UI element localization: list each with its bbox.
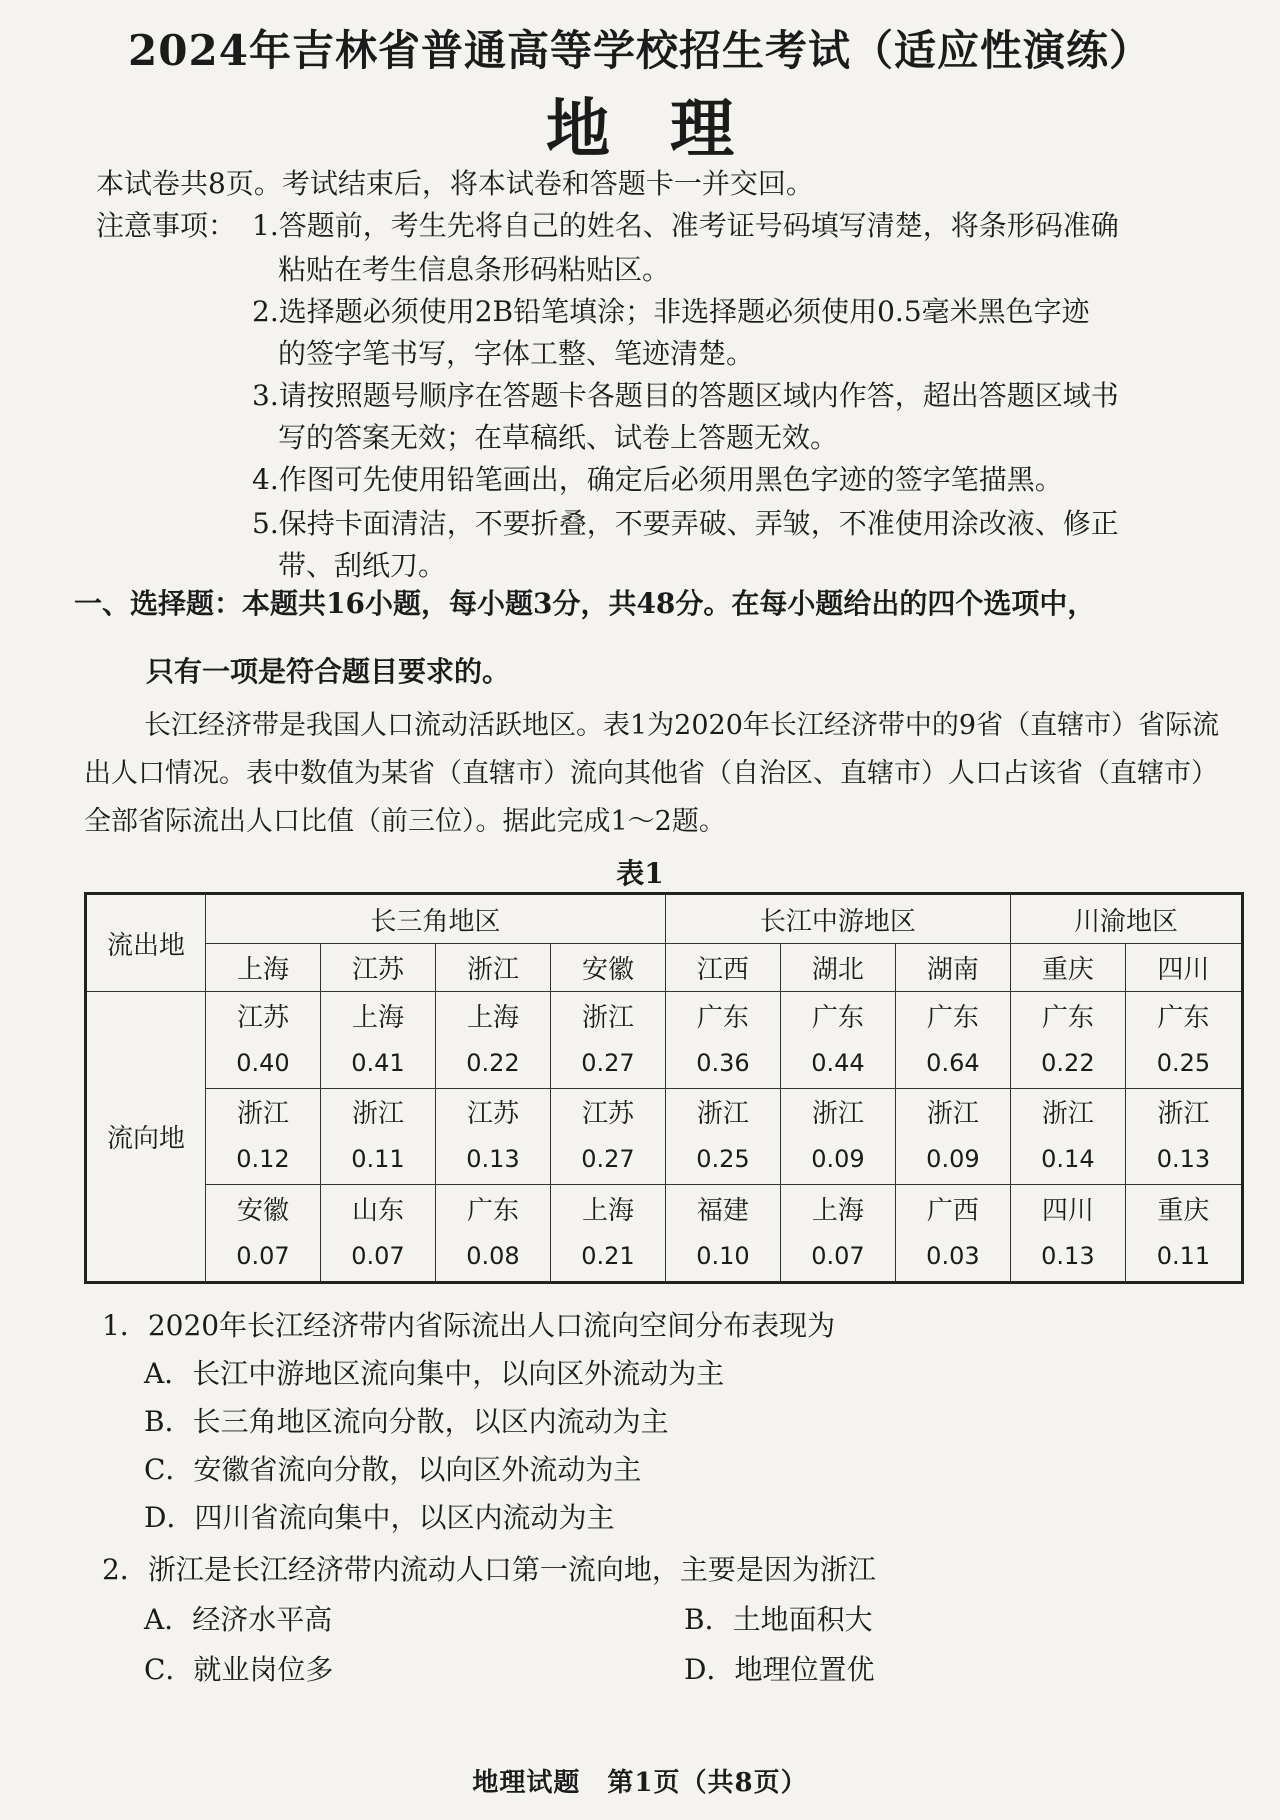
province-name: 江西 bbox=[696, 955, 749, 985]
table-cell bbox=[780, 992, 895, 1089]
table-cell bbox=[780, 1185, 895, 1283]
passage-text: 长江经济带是我国人口流动活跃地区。表1为2020年长江经济带中的9省（直辖市）省际流出人口情况。表中数值为某省（直辖市）流向其他省（自治区、直辖市）人口占该省（直辖市）全部省际流出人口比值（前三位）。据此完成1～2题。 bbox=[84, 710, 1220, 837]
notice-item-1-line1: 1.答题前，考生先将自己的姓名、准考证号码填写清楚，将条形码准确 bbox=[252, 209, 1119, 242]
dest-share: 0.10 bbox=[696, 1242, 750, 1271]
province-name: 安徽 bbox=[581, 955, 634, 985]
province-name: 江苏 bbox=[351, 955, 404, 985]
dest-name: 浙江 bbox=[236, 1099, 289, 1130]
dest-name: 安徽 bbox=[236, 1196, 289, 1227]
question-2-option-a: A．经济水平高 bbox=[144, 1603, 333, 1636]
dest-name: 上海 bbox=[581, 1196, 634, 1227]
dest-share: 0.27 bbox=[581, 1048, 635, 1077]
table-cell bbox=[320, 1185, 435, 1283]
question-1-option-c: C．安徽省流向分散，以向区外流动为主 bbox=[144, 1453, 642, 1486]
province-header bbox=[1010, 944, 1125, 992]
notice-item-1-line2: 粘贴在考生信息条形码粘贴区。 bbox=[278, 253, 671, 286]
dest-name: 福建 bbox=[696, 1196, 749, 1227]
notice-item-2-line2: 的签字笔书写，字体工整、笔迹清楚。 bbox=[278, 337, 755, 370]
outflow-label: 流出地 bbox=[106, 930, 185, 961]
question-2-option-d: D．地理位置优 bbox=[684, 1653, 875, 1686]
province-name: 湖南 bbox=[926, 955, 979, 985]
dest-share: 0.13 bbox=[1041, 1242, 1095, 1271]
table-row bbox=[86, 992, 1243, 1089]
dest-share: 0.27 bbox=[581, 1145, 635, 1174]
dest-share: 0.13 bbox=[1156, 1145, 1211, 1174]
table-cell bbox=[1010, 1185, 1125, 1283]
table-cell bbox=[1125, 1185, 1242, 1283]
notice-item-2-line1: 2.选择题必须使用2B铅笔填涂；非选择题必须使用0.5毫米黑色字迹 bbox=[252, 295, 1090, 328]
question-1-option-b: B．长三角地区流向分散，以区内流动为主 bbox=[144, 1405, 669, 1438]
dest-share: 0.09 bbox=[926, 1145, 980, 1174]
dest-share: 0.03 bbox=[926, 1242, 980, 1271]
question-2-stem: 2．浙江是长江经济带内流动人口第一流向地，主要是因为浙江 bbox=[102, 1553, 876, 1586]
table-cell bbox=[550, 1185, 665, 1283]
province-header bbox=[1125, 944, 1242, 992]
dest-share: 0.07 bbox=[236, 1242, 290, 1271]
table-cell bbox=[1125, 992, 1242, 1089]
dest-share: 0.08 bbox=[466, 1242, 520, 1271]
dest-share: 0.09 bbox=[811, 1145, 865, 1174]
table-cell bbox=[206, 1185, 321, 1283]
region-cell bbox=[1010, 894, 1242, 944]
dest-name: 广东 bbox=[926, 1002, 979, 1033]
intro-text: 本试卷共8页。考试结束后，将本试卷和答题卡一并交回。 bbox=[96, 167, 814, 200]
dest-name: 浙江 bbox=[351, 1099, 404, 1130]
dest-name: 江苏 bbox=[466, 1099, 519, 1130]
section-heading-line1: 一、选择题：本题共16小题，每小题3分，共48分。在每小题给出的四个选项中， bbox=[74, 587, 1096, 620]
province-header bbox=[665, 944, 780, 992]
dest-share: 0.25 bbox=[1156, 1048, 1211, 1077]
dest-name: 四川 bbox=[1041, 1196, 1094, 1227]
province-header bbox=[206, 944, 321, 992]
province-name: 湖北 bbox=[811, 955, 864, 985]
province-header bbox=[320, 944, 435, 992]
dest-share: 0.40 bbox=[236, 1048, 290, 1077]
province-name: 重庆 bbox=[1041, 955, 1094, 985]
table-cell bbox=[780, 1088, 895, 1185]
table-cell bbox=[895, 1088, 1010, 1185]
dest-name: 浙江 bbox=[1157, 1099, 1210, 1130]
dest-name: 浙江 bbox=[926, 1099, 979, 1130]
region-name: 川渝地区 bbox=[1073, 906, 1178, 937]
dest-name: 浙江 bbox=[581, 1002, 634, 1033]
region-cell bbox=[206, 894, 666, 944]
dest-share: 0.41 bbox=[351, 1048, 405, 1077]
dest-share: 0.22 bbox=[466, 1048, 520, 1077]
table-cell bbox=[895, 1185, 1010, 1283]
table-cell bbox=[550, 1088, 665, 1185]
dest-name: 浙江 bbox=[696, 1099, 749, 1130]
dest-share: 0.07 bbox=[811, 1242, 865, 1271]
subject-title: 地理 bbox=[546, 92, 794, 167]
dest-name: 山东 bbox=[351, 1196, 404, 1227]
dest-name: 浙江 bbox=[1041, 1099, 1094, 1130]
dest-name: 广东 bbox=[1157, 1002, 1210, 1033]
exam-title: 2024年吉林省普通高等学校招生考试（适应性演练） bbox=[128, 26, 1152, 75]
province-name: 四川 bbox=[1157, 955, 1210, 985]
table-cell bbox=[895, 992, 1010, 1089]
province-header bbox=[895, 944, 1010, 992]
dest-name: 广东 bbox=[696, 1002, 749, 1033]
region-name: 长三角地区 bbox=[370, 906, 501, 937]
inflow-label-cell bbox=[86, 992, 206, 1283]
table-cell bbox=[435, 992, 550, 1089]
region-cell bbox=[665, 894, 1010, 944]
question-2-option-c: C．就业岗位多 bbox=[144, 1653, 334, 1686]
table-cell bbox=[665, 1088, 780, 1185]
dest-name: 广东 bbox=[466, 1196, 519, 1227]
table-cell bbox=[665, 992, 780, 1089]
table-cell bbox=[1010, 1088, 1125, 1185]
notice-item-5-line1: 5.保持卡面清洁，不要折叠，不要弄破、弄皱，不准使用涂改液、修正 bbox=[252, 507, 1119, 540]
dest-share: 0.36 bbox=[696, 1048, 750, 1077]
dest-name: 广东 bbox=[1041, 1002, 1094, 1033]
table-cell bbox=[665, 1185, 780, 1283]
question-2-option-b: B．土地面积大 bbox=[684, 1603, 873, 1636]
table-cell bbox=[1010, 992, 1125, 1089]
province-header bbox=[435, 944, 550, 992]
province-name: 上海 bbox=[236, 955, 289, 985]
outflow-label-cell bbox=[86, 894, 206, 992]
table-cell bbox=[435, 1185, 550, 1283]
dest-share: 0.11 bbox=[351, 1145, 405, 1174]
dest-share: 0.11 bbox=[1156, 1242, 1211, 1271]
table-caption: 表1 bbox=[616, 857, 664, 890]
table-cell bbox=[320, 992, 435, 1089]
notice-item-4-line1: 4.作图可先使用铅笔画出，确定后必须用黑色字迹的签字笔描黑。 bbox=[252, 463, 1063, 496]
table-cell bbox=[435, 1088, 550, 1185]
dest-name: 广西 bbox=[926, 1196, 979, 1227]
region-name: 长江中游地区 bbox=[759, 906, 916, 937]
notice-item-3-line1: 3.请按照题号顺序在答题卡各题目的答题区域内作答，超出答题区域书 bbox=[252, 379, 1119, 412]
dest-share: 0.14 bbox=[1041, 1145, 1095, 1174]
notice-item-3-line2: 写的答案无效；在草稿纸、试卷上答题无效。 bbox=[278, 421, 839, 454]
table-cell bbox=[206, 992, 321, 1089]
dest-name: 上海 bbox=[811, 1196, 864, 1227]
dest-share: 0.21 bbox=[581, 1242, 635, 1271]
question-1-stem: 1．2020年长江经济带内省际流出人口流向空间分布表现为 bbox=[102, 1309, 836, 1342]
dest-share: 0.13 bbox=[466, 1145, 520, 1174]
section-heading-line2: 只有一项是符合题目要求的。 bbox=[146, 655, 511, 688]
question-1-option-d: D．四川省流向集中，以区内流动为主 bbox=[144, 1501, 615, 1534]
dest-share: 0.22 bbox=[1041, 1048, 1095, 1077]
dest-name: 浙江 bbox=[811, 1099, 864, 1130]
notice-label: 注意事项： bbox=[96, 209, 237, 242]
dest-name: 上海 bbox=[466, 1002, 519, 1033]
dest-share: 0.12 bbox=[236, 1145, 290, 1174]
table-cell bbox=[1125, 1088, 1242, 1185]
dest-share: 0.44 bbox=[811, 1048, 865, 1077]
inflow-label: 流向地 bbox=[106, 1124, 185, 1154]
dest-share: 0.64 bbox=[926, 1048, 980, 1077]
notice-item-5-line2: 带、刮纸刀。 bbox=[278, 549, 447, 582]
question-1-option-a: A．长江中游地区流向集中，以向区外流动为主 bbox=[144, 1357, 725, 1390]
province-name: 浙江 bbox=[466, 955, 519, 985]
outflow-table bbox=[84, 892, 1244, 1284]
page-footer: 地理试题 第1页（共8页） bbox=[472, 1768, 808, 1798]
table-row bbox=[86, 1185, 1243, 1283]
dest-name: 广东 bbox=[811, 1002, 864, 1033]
dest-share: 0.07 bbox=[351, 1242, 405, 1271]
dest-share: 0.25 bbox=[696, 1145, 750, 1174]
table-cell bbox=[550, 992, 665, 1089]
dest-name: 重庆 bbox=[1157, 1196, 1210, 1227]
province-header bbox=[780, 944, 895, 992]
table-cell bbox=[320, 1088, 435, 1185]
table-cell bbox=[206, 1088, 321, 1185]
dest-name: 江苏 bbox=[581, 1099, 634, 1130]
dest-name: 江苏 bbox=[236, 1002, 289, 1033]
province-header bbox=[550, 944, 665, 992]
dest-name: 上海 bbox=[351, 1002, 404, 1033]
table-row bbox=[86, 1088, 1243, 1185]
